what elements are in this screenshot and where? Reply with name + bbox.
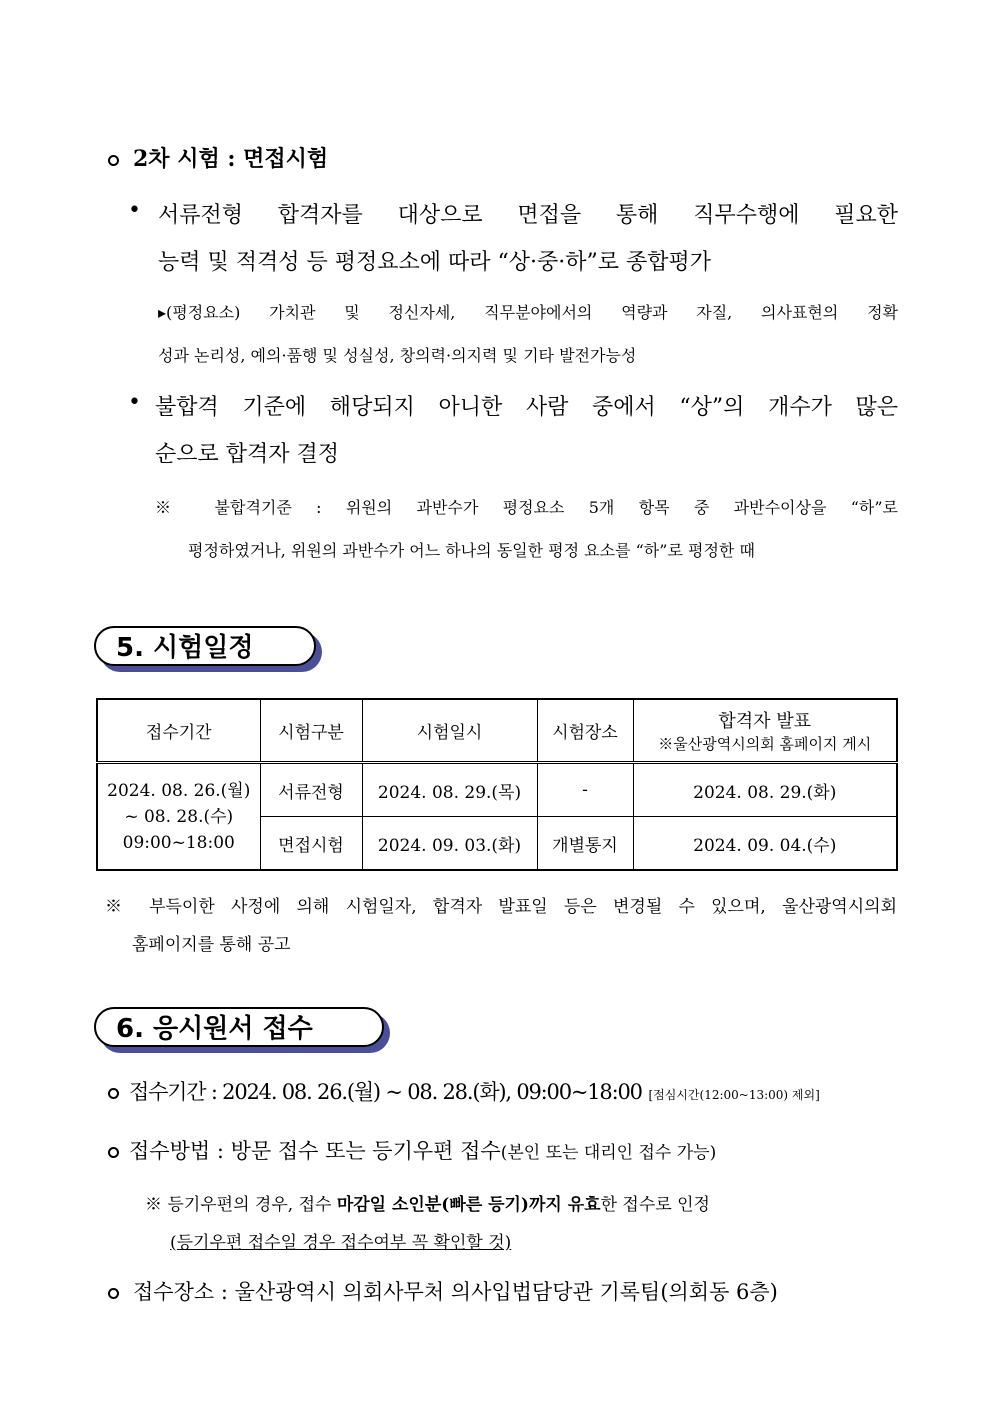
interview-bullet1-line2: 능력 및 적격성 등 평정요소에 따라 “상·중·하”로 종합평가 (158, 250, 711, 275)
interview-bullet1-line1: 서류전형 합격자를 대상으로 면접을 통해 직무수행에 필요한 (158, 203, 898, 228)
interview-heading (108, 142, 328, 173)
interview-heading-text: 2차 시험 : 면접시험 (133, 146, 329, 172)
receipt-period-text: 접수기간 : 2024. 08. 26.(월) ~ 08. 28.(화), 09:00~18:00 (129, 1080, 642, 1104)
fail-note-line2: 평정하였거나, 위원의 과반수가 어느 하나의 동일한 평정 요소를 “하”로 평정한 때 (188, 541, 755, 560)
mail-note-line1 (145, 1190, 710, 1215)
circle-bullet-icon (108, 1088, 119, 1099)
row-date: 2024. 09. 03.(화) (362, 817, 537, 871)
schedule-note-line1: ※ 부득이한 사정에 의해 시험일자, 합격자 발표일 등은 변경될 수 있으며, 울산광역시의회 (105, 897, 897, 917)
table-row (97, 763, 897, 817)
bullet-dot-icon: • (128, 390, 141, 415)
row-type: 면접시험 (260, 817, 362, 871)
fail-note-line1: ※ 불합격기준 : 위원의 과반수가 평정요소 5개 항목 중 과반수이상을 “하”로 (155, 498, 898, 517)
circle-bullet-icon (108, 155, 119, 166)
header-announce-sub: ※울산광역시의회 홈페이지 게시 (658, 735, 872, 753)
header-period: 접수기간 (97, 699, 260, 763)
schedule-note-line2: 홈페이지를 통해 공고 (132, 935, 291, 955)
receipt-place-text: 접수장소 : 울산광역시 의회사무처 의사입법담당관 기록팀(의회동 6층) (133, 1280, 778, 1304)
receipt-method (108, 1135, 716, 1165)
header-date: 시험일시 (362, 699, 537, 763)
eval-note-line2: 성과 논리성, 예의·품행 및 성실성, 창의력·의지력 및 기타 발전가능성 (158, 346, 637, 365)
row-place: - (537, 763, 633, 817)
mail-note-emphasis: 마감일 소인분(빠른 등기)까지 유효 (336, 1195, 601, 1215)
header-announce (633, 699, 897, 763)
circle-bullet-icon (108, 1288, 119, 1299)
interview-bullet2-line2: 순으로 합격자 결정 (155, 442, 340, 467)
header-announce-text: 합격자 발표 (718, 711, 812, 732)
row-type: 서류전형 (260, 763, 362, 817)
receipt-method-text: 접수방법 : 방문 접수 또는 등기우편 접수 (129, 1139, 501, 1163)
section6-title-box (94, 1007, 384, 1047)
period-line: 2024. 08. 26.(월) (107, 780, 251, 801)
mail-note-line2: (등기우편 접수일 경우 접수여부 꼭 확인할 것) (170, 1233, 512, 1253)
schedule-table (96, 698, 898, 871)
mail-note-prefix: ※ 등기우편의 경우, 접수 (145, 1195, 337, 1215)
row-announce: 2024. 08. 29.(화) (633, 763, 897, 817)
table-header-row (97, 699, 897, 763)
circle-bullet-icon (108, 1147, 119, 1158)
eval-note-line1: ▸(평정요소) 가치관 및 정신자세, 직무분야에서의 역량과 자질, 의사표현의 정확 (158, 303, 898, 322)
period-cell (97, 763, 260, 871)
section6-title: 6. 응시원서 접수 (94, 1007, 384, 1047)
row-date: 2024. 08. 29.(목) (362, 763, 537, 817)
receipt-method-small: (본인 또는 대리인 접수 가능) (500, 1143, 717, 1163)
mail-note-suffix: 한 접수로 인정 (600, 1195, 710, 1215)
receipt-period-small: [점심시간(12:00~13:00) 제외] (648, 1088, 820, 1102)
header-type: 시험구분 (260, 699, 362, 763)
row-announce: 2024. 09. 04.(수) (633, 817, 897, 871)
interview-bullet2-line1: 불합격 기준에 해당되지 아니한 사람 중에서 “상”의 개수가 많은 (155, 395, 898, 420)
period-line: 09:00~18:00 (122, 832, 235, 853)
header-place: 시험장소 (537, 699, 633, 763)
period-line: ~ 08. 28.(수) (124, 806, 234, 827)
section5-title-box (94, 626, 316, 666)
receipt-place (108, 1276, 778, 1306)
section5-title: 5. 시험일정 (94, 626, 316, 666)
receipt-period (108, 1076, 820, 1106)
row-place: 개별통지 (537, 817, 633, 871)
bullet-dot-icon: • (128, 198, 141, 223)
